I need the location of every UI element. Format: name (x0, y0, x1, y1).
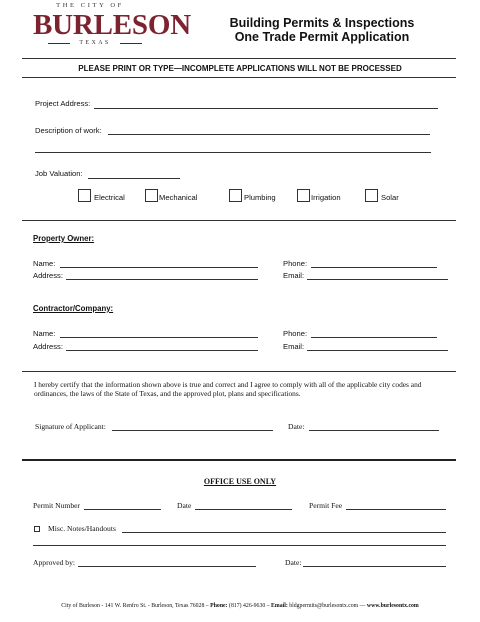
irrigation-checkbox[interactable] (297, 189, 310, 202)
misc-notes-field[interactable] (122, 532, 446, 533)
permit-number-field[interactable] (84, 509, 161, 510)
owner-name-label: Name: (33, 259, 56, 268)
misc-notes-label: Misc. Notes/Handouts (48, 524, 116, 533)
valuation-label: Job Valuation: (35, 169, 83, 178)
contractor-heading: Contractor/Company: (33, 304, 114, 313)
approved-by-label: Approved by: (33, 558, 75, 567)
property-owner-heading: Property Owner: (33, 234, 95, 243)
solar-label: Solar (381, 193, 399, 202)
logo-burleson: BURLESON (33, 9, 191, 41)
permit-fee-field[interactable] (346, 509, 446, 510)
electrical-label: Electrical (94, 193, 125, 202)
plumbing-checkbox[interactable] (229, 189, 242, 202)
form-title-line1: Building Permits & Inspections (229, 16, 415, 30)
owner-address-field[interactable] (66, 279, 258, 280)
trades-rule (22, 220, 456, 221)
logo-rule-right (120, 43, 142, 44)
footer-phone: (817) 426-9630 – (229, 603, 270, 609)
owner-email-field[interactable] (307, 279, 448, 280)
permit-number-label: Permit Number (33, 501, 81, 510)
description-field[interactable] (108, 134, 430, 135)
contractor-address-field[interactable] (66, 350, 258, 351)
logo-texas: TEXAS (79, 40, 111, 46)
contractor-name-field[interactable] (60, 337, 258, 338)
description-field-line2[interactable] (35, 152, 431, 153)
signature-label: Signature of Applicant: (35, 422, 106, 431)
owner-email-label: Email: (283, 271, 305, 280)
contractor-address-label: Address: (33, 342, 63, 351)
footer-email: bldgpermits@burlesontx.com — (289, 603, 366, 609)
contractor-phone-label: Phone: (283, 329, 308, 338)
owner-name-field[interactable] (60, 267, 258, 268)
permit-fee-label: Permit Fee (309, 501, 343, 510)
plumbing-label: Plumbing (244, 193, 276, 202)
contractor-phone-field[interactable] (311, 337, 437, 338)
logo-city-of: THE CITY OF (56, 2, 124, 9)
contractor-email-label: Email: (283, 342, 305, 351)
office-rule (22, 459, 456, 461)
office-date-label: Date (177, 501, 192, 510)
signature-date-field[interactable] (309, 430, 439, 431)
signature-date-label: Date: (288, 422, 305, 431)
approved-date-field[interactable] (303, 566, 446, 567)
footer-website: www.burlesontx.com (366, 603, 419, 609)
footer-contact (0, 603, 480, 609)
misc-notes-field-line2[interactable] (33, 545, 446, 546)
form-title-line2: One Trade Permit Application (234, 30, 410, 44)
project-address-field[interactable] (94, 108, 438, 109)
mechanical-checkbox[interactable] (145, 189, 158, 202)
signature-field[interactable] (112, 430, 273, 431)
irrigation-label: Irrigation (311, 193, 341, 202)
electrical-checkbox[interactable] (78, 189, 91, 202)
footer-address: City of Burleson - 141 W. Renfro St. - Burleson, Texas 76028 – (61, 603, 209, 609)
valuation-field[interactable] (88, 178, 180, 179)
office-date-field[interactable] (195, 509, 292, 510)
approved-by-field[interactable] (78, 566, 256, 567)
contractor-email-field[interactable] (307, 350, 448, 351)
print-notice: PLEASE PRINT OR TYPE—INCOMPLETE APPLICATIONS WILL NOT BE PROCESSED (78, 64, 402, 73)
contractor-name-label: Name: (33, 329, 56, 338)
approved-date-label: Date: (285, 558, 302, 567)
mechanical-label: Mechanical (159, 193, 198, 202)
logo-rule-left (48, 43, 70, 44)
description-label: Description of work: (35, 126, 102, 135)
owner-phone-label: Phone: (283, 259, 308, 268)
project-address-label: Project Address: (35, 99, 91, 108)
footer-phone-label: Phone: (210, 603, 228, 609)
certification-text: I hereby certify that the information shown above is true and correct and I agree to comply with all of the applicable city codes and ordinances, the laws of the State of Texas, and the approved plot, plans and specifications. (34, 380, 422, 398)
office-use-heading: OFFICE USE ONLY (203, 477, 277, 486)
contractor-rule (22, 371, 456, 372)
header-rule-top (22, 58, 456, 59)
header-rule-bottom (22, 77, 456, 78)
solar-checkbox[interactable] (365, 189, 378, 202)
footer-email-label: Email: (271, 603, 288, 609)
owner-phone-field[interactable] (311, 267, 437, 268)
misc-notes-checkbox[interactable] (34, 526, 40, 532)
owner-address-label: Address: (33, 271, 63, 280)
